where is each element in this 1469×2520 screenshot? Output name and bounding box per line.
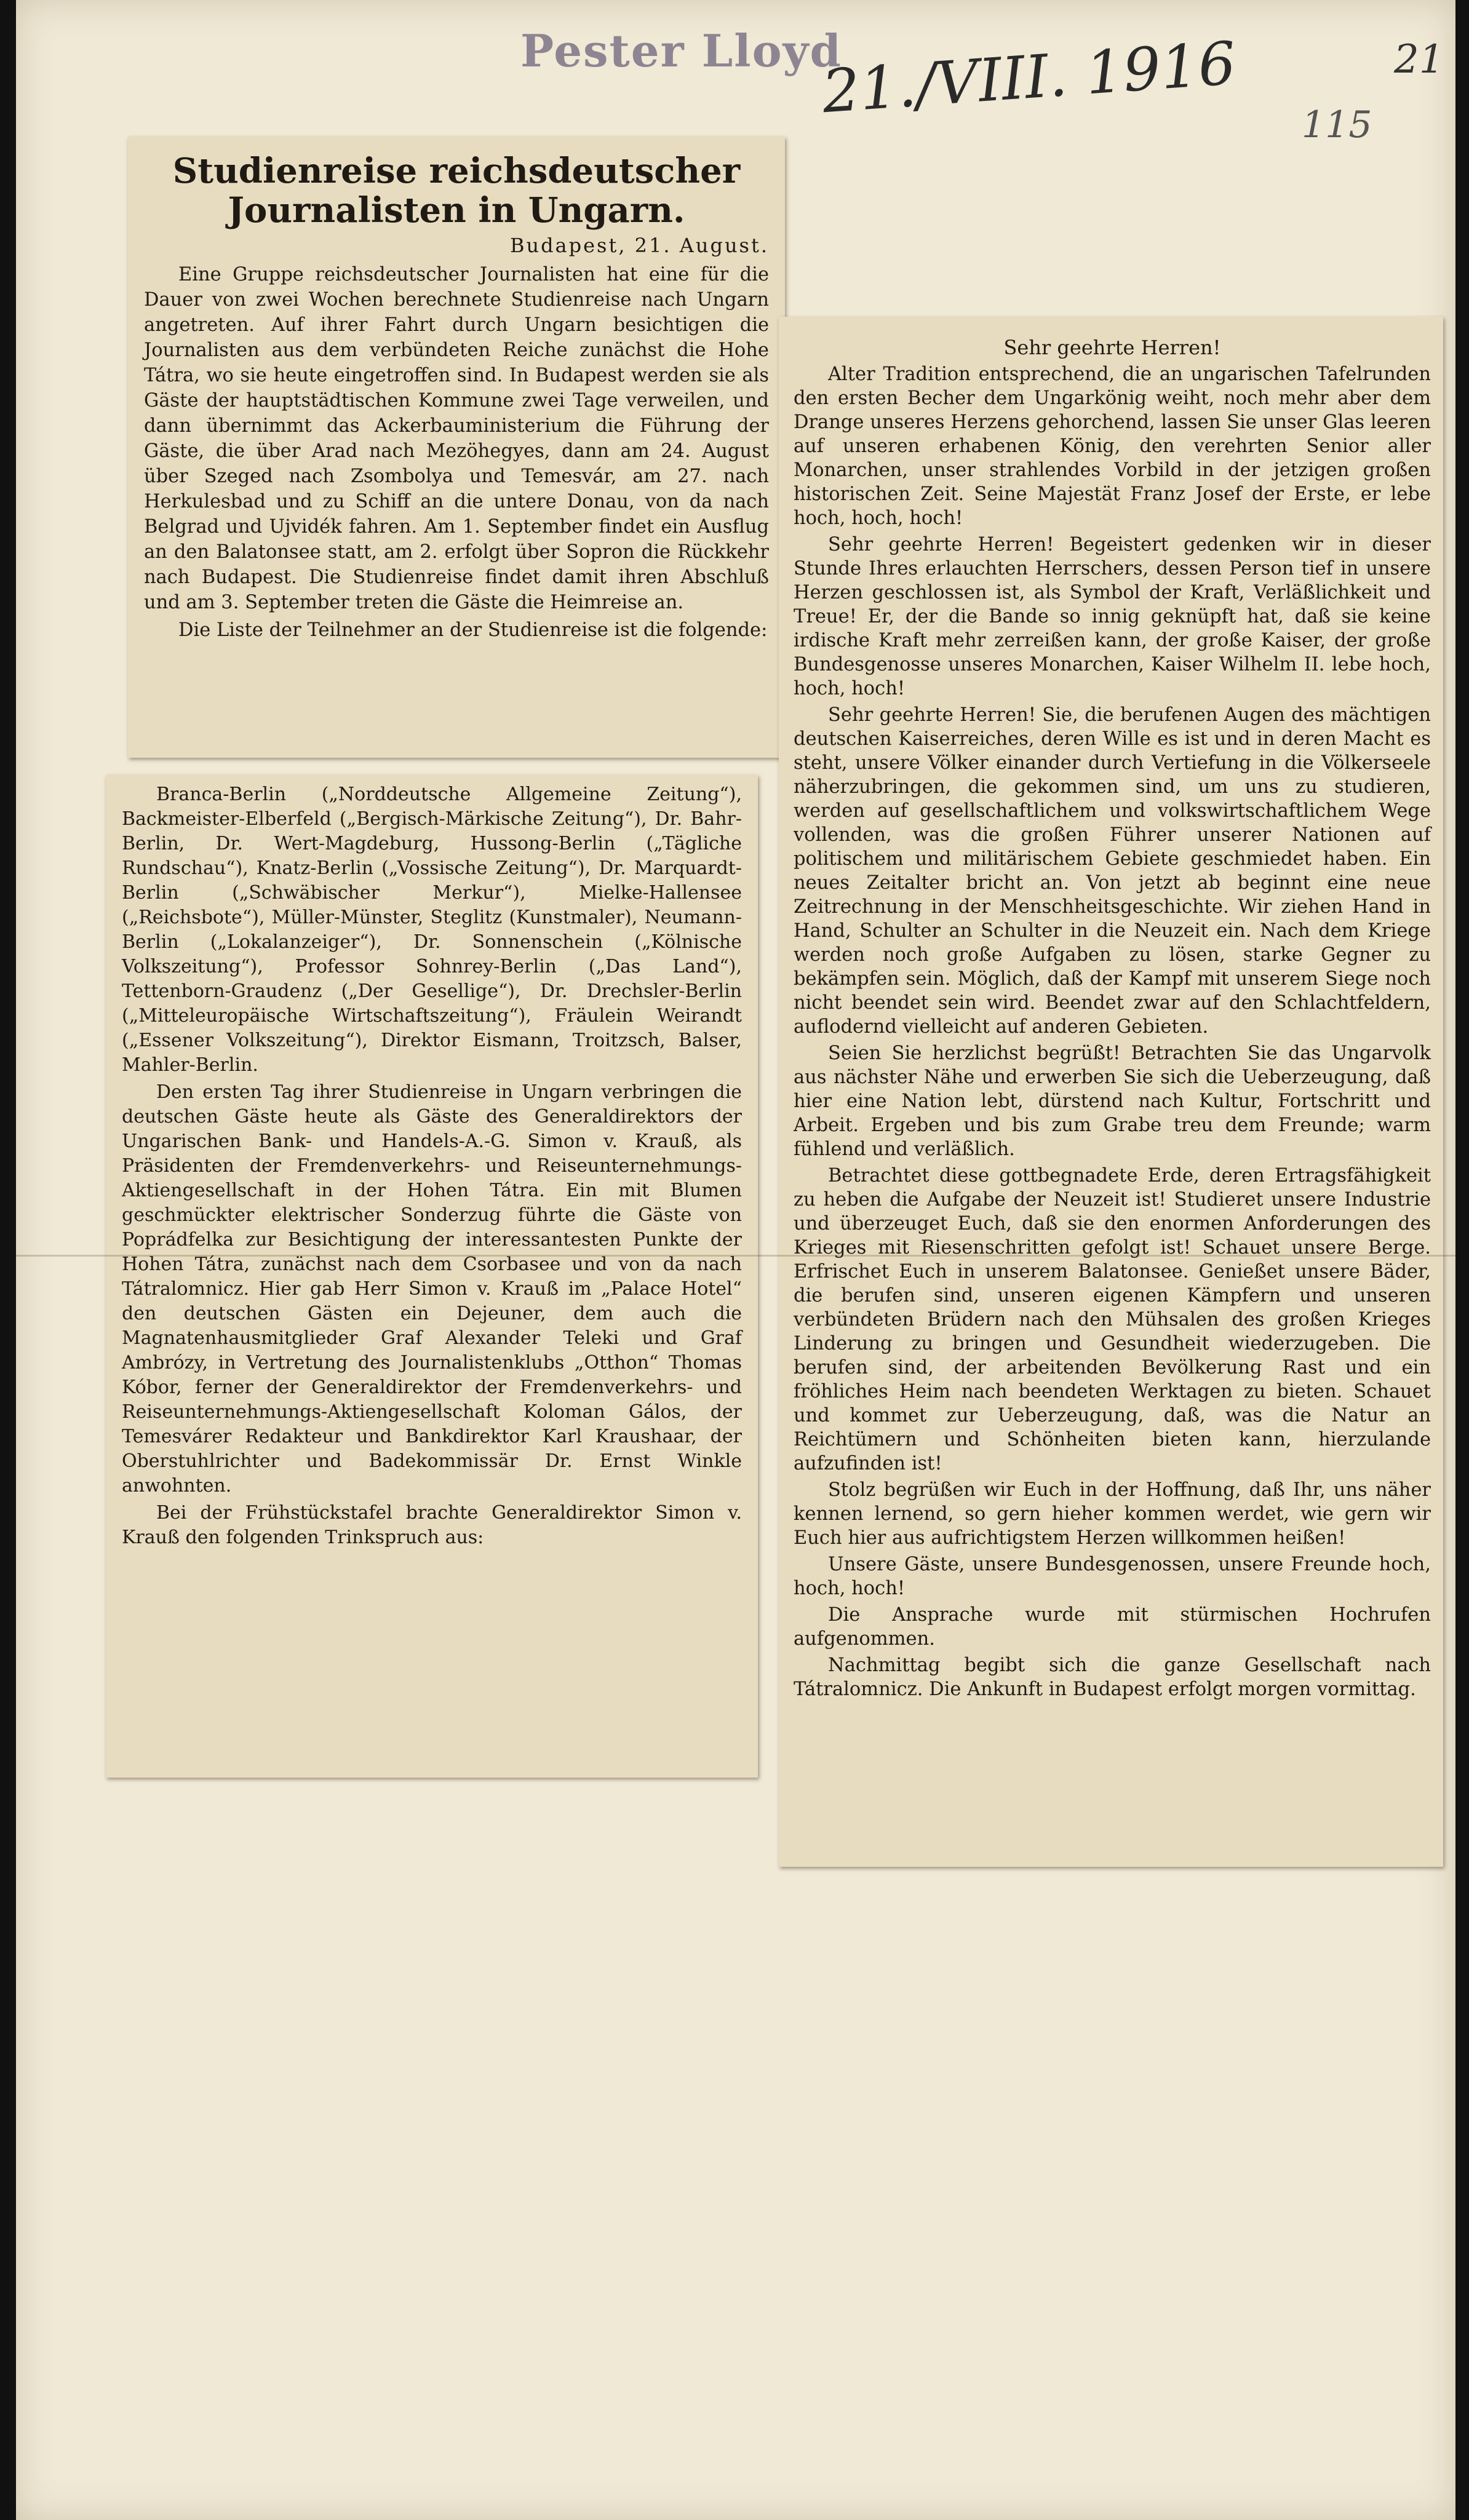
article-paragraph: Die Liste der Teilnehmer an der Studienreise ist die folgende: (178, 619, 768, 641)
speech-paragraph: Alter Tradition entsprechend, die an ungarischen Tafelrunden den ersten Becher dem Ungarkönig weiht, noch mehr aber dem Drange unseres Herzens gehorchend, lassen Sie unser Glas leeren auf unseren erhabenen König, den verehrten Senior aller Monarchen, unser strahlendes Vorbild in der jetzigen großen historischen Zeit. Seine Majestät Franz Josef der Erste, er lebe hoch, hoch, hoch! (794, 364, 1431, 529)
clipping-article-start (128, 137, 785, 758)
page-number: 115 (1302, 103, 1372, 146)
speech-paragraph: Betrachtet diese gottbegnadete Erde, deren Ertragsfähigkeit zu heben die Aufgabe der Neuzeit ist! Studieret unsere Industrie und überzeuget Euch, daß sie den enormen Anforderungen des Krieges mit Riesenschritten gefolgt ist! Schauet unsere Berge. Erfrischet Euch in unserem Balatonsee. Genießet unsere Bäder, die berufen sind, unseren eigenen Kämpfern und unseren verbündeten Brüdern nach den Mühsalen des großen Krieges Linderung zu bringen und Gesundheit wiederzugeben. Die berufen sind, der arbeitenden Bevölkerung Rast und ein fröhliches Heim nach beendeten Werktagen zu bieten. Schauet und kommet zur Ueberzeugung, daß, was die Natur an Reichtümern und Schönheiten bieten kann, hierzulande aufzufinden ist! (794, 1165, 1431, 1474)
article-dateline: Budapest, 21. August. (509, 234, 769, 257)
speech-paragraph: Die Ansprache wurde mit stürmischen Hochrufen aufgenommen. (794, 1604, 1431, 1650)
folio-number: 21 (1394, 37, 1444, 82)
article-paragraph: Den ersten Tag ihrer Studienreise in Ungarn verbringen die deutschen Gäste heute als Gäste des Generaldirektors der Ungarischen Bank- und Handels-A.-G. Simon v. Krauß, als Präsidenten der Fremdenverkehrs- und Reiseunternehmungs-Aktiengesellschaft in der Hohen Tátra. Ein mit Blumen geschmückter elektrischer Sonderzug führte die Gäste von Poprádfelka zur Besichtigung der interessantesten Punkte der Hohen Tátra, zunächst nach dem Csorbasee und von da nach Tátralomnicz. Hier gab Herr Simon v. Krauß im „Palace Hotel“ den deutschen Gästen ein Dejeuner, dem auch die Magnatenhausmitglieder Graf Alexander Teleki und Graf Ambrózy, in Vertretung des Journalistenklubs „Otthon“ Thomas Kóbor, ferner der Generaldirektor der Fremdenverkehrs- und Reiseunternehmungs-Aktiengesellschaft Koloman Gálos, der Temesvárer Redakteur und Bankdirektor Karl Kraushaar, der Oberstuhlrichter und Badekommissär Dr. Ernst Winkle anwohnten. (122, 1081, 742, 1496)
article-headline: Studienreise reichsdeutscher Journalisten in Ungarn. (172, 151, 741, 231)
clipping-toast-speech (779, 317, 1443, 1867)
speech-paragraph: Stolz begrüßen wir Euch in der Hoffnung, daß Ihr, uns näher kennen lernend, so gern hieher kommen werdet, wie gern wir Euch hier aus aufrichtigstem Herzen willkommen heißen! (794, 1479, 1431, 1549)
publication-stamp: Pester Lloyd (520, 25, 842, 77)
speech-paragraph: Nachmittag begibt sich die ganze Gesellschaft nach Tátralomnicz. Die Ankunft in Budapest erfolgt morgen vormittag. (794, 1655, 1431, 1700)
clipping-participant-list (106, 775, 758, 1778)
article-paragraph: Bei der Frühstückstafel brachte Generaldirektor Simon v. Krauß den folgenden Trinkspruch aus: (122, 1502, 742, 1548)
paper-crease (16, 1255, 1455, 1257)
article-paragraph: Eine Gruppe reichsdeutscher Journalisten hat eine für die Dauer von zwei Wochen berechnete Studienreise nach Ungarn angetreten. Auf ihrer Fahrt durch Ungarn besichtigen die Journalisten aus dem verbündeten Reiche zunächst die Hohe Tátra, wo sie heute eingetroffen sind. In Budapest werden sie als Gäste der hauptstädtischen Kommune zwei Tage verweilen, und dann übernimmt das Ackerbauministerium die Führung der Gäste, die über Arad nach Mezöhegyes, dann am 24. August über Szeged nach Zsombolya und Temesvár, am 27. nach Herkulesbad und zu Schiff an die untere Donau, von da nach Belgrad und Ujvidék fahren. Am 1. September findet ein Ausflug an den Balatonsee statt, am 2. erfolgt über Sopron die Rückkehr nach Budapest. Die Studienreise findet damit ihren Abschluß und am 3. September treten die Gäste die Heimreise an. (144, 264, 769, 613)
speech-paragraph: Sehr geehrte Herren! Begeistert gedenken wir in dieser Stunde Ihres erlauchten Herrschers, dessen Person tief in unsere Herzen geschlossen ist, als Symbol der Kraft, Verläßlichkeit und Treue! Er, der die Bande so innig geknüpft hat, daß sie keine irdische Kraft mehr zerreißen kann, der große Kaiser, der große Bundesgenosse unseres Monarchen, Kaiser Wilhelm II. lebe hoch, hoch, hoch! (794, 534, 1431, 699)
speech-paragraph: Sehr geehrte Herren! Sie, die berufenen Augen des mächtigen deutschen Kaiserreiches, deren Wille es ist und in deren Macht es steht, unsere Völker einander durch Vertiefung in die Völkerseele näherzubringen, die gekommen sind, um uns zu studieren, werden auf gesellschaftlichem und volkswirtschaftlichem Wege vollenden, was die großen Führer unserer Nationen auf politischem und militärischem Gebiete geschmiedet haben. Ein neues Zeitalter bricht an. Von jetzt ab beginnt eine neue Zeitrechnung in der Menschheitsgeschichte. Wir ziehen Hand in Hand, Schulter an Schulter in die Neuzeit ein. Nach dem Kriege werden noch große Aufgaben zu lösen, starke Gegner zu bekämpfen sein. Möglich, daß der Kampf mit unserem Siege noch nicht beendet sein wird. Beendet zwar auf den Schlachtfeldern, auflodernd vielleicht auf anderen Gebieten. (794, 704, 1431, 1038)
speech-paragraph: Seien Sie herzlichst begrüßt! Betrachten Sie das Ungarvolk aus nächster Nähe und erwerben Sie sich die Ueberzeugung, daß hier eine Nation lebt, dürstend nach Kultur, Fortschritt und Arbeit. Ergeben und bis zum Grabe treu dem Freunde; warm fühlend und verläßlich. (794, 1043, 1431, 1160)
speech-paragraph: Unsere Gäste, unsere Bundesgenossen, unsere Freunde hoch, hoch, hoch! (794, 1554, 1431, 1599)
handwritten-date: 21./VIII. 1916 (819, 28, 1238, 127)
archive-sheet (16, 0, 1455, 2520)
participant-list: Branca-Berlin („Norddeutsche Allgemeine Zeitung“), Backmeister-Elberfeld („Bergisch-Märkische Zeitung“), Dr. Bahr-Berlin, Dr. Wert-Magdeburg, Hussong-Berlin („Tägliche Rundschau“), Knatz-Berlin („Vossische Zeitung“), Dr. Marquardt-Berlin („Schwäbischer Merkur“), Mielke-Hallensee („Reichsbote“), Müller-Münster, Steglitz (Kunstmaler), Neumann-Berlin („Lokalanzeiger“), Dr. Sonnenschein („Kölnische Volkszeitung“), Professor Sohnrey-Berlin („Das Land“), Tettenborn-Graudenz („Der Gesellige“), Dr. Drechsler-Berlin („Mitteleuropäische Wirtschaftszeitung“), Fräulein Weirandt („Essener Volkszeitung“), Direktor Eismann, Troitzsch, Balser, Mahler-Berlin. (122, 784, 742, 1076)
speech-salutation: Sehr geehrte Herren! (1003, 336, 1221, 359)
